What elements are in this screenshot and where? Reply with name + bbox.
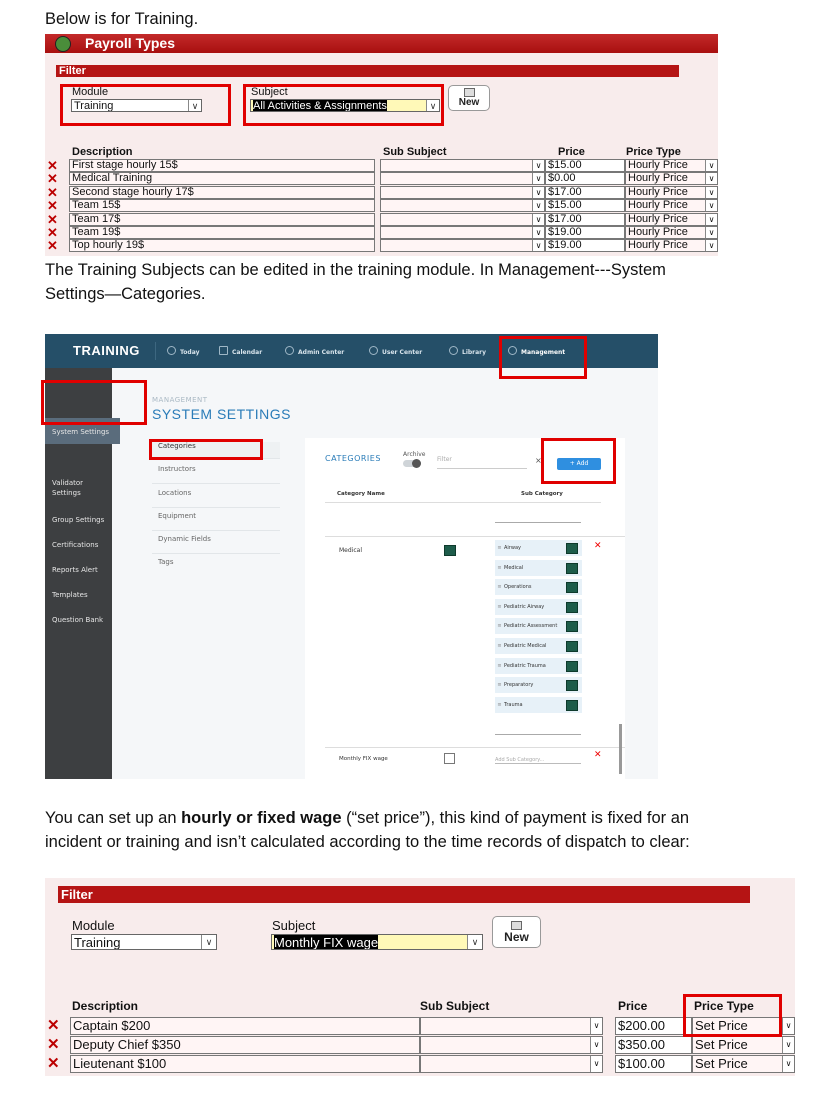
col-price: Price	[558, 146, 585, 158]
subject-label: Subject	[251, 86, 288, 98]
sidebar-item-reports-alert[interactable]: Reports Alert	[52, 566, 98, 574]
sub-subject-select[interactable]	[380, 199, 545, 212]
category-name-medical: Medical	[339, 547, 362, 554]
sub-subject-select[interactable]	[380, 172, 545, 185]
delete-row-icon[interactable]: ✕	[47, 1036, 60, 1053]
sub-category-checkbox-checked[interactable]	[566, 563, 578, 574]
description-input[interactable]: Team 17$	[69, 213, 375, 226]
sub-category-checkbox-checked[interactable]	[566, 543, 578, 554]
submenu-dynamic-fields[interactable]: Dynamic Fields	[152, 535, 280, 554]
archive-toggle[interactable]	[403, 460, 421, 467]
delete-row-icon[interactable]: ✕	[47, 238, 58, 254]
new-button[interactable]: New	[492, 916, 541, 948]
clock-icon	[167, 346, 176, 355]
sub-category-checkbox-checked[interactable]	[566, 661, 578, 672]
chevron-down-icon: ∨	[426, 100, 439, 111]
chevron-down-icon: ∨	[188, 100, 201, 111]
sub-category-row	[495, 658, 582, 674]
drag-handle-icon[interactable]: ≡	[497, 564, 502, 571]
highlight-system-settings	[41, 380, 147, 425]
highlight-module	[60, 84, 231, 126]
chevron-down-icon: ∨	[532, 214, 544, 225]
price-type-select[interactable]: Set Price ∨	[692, 1017, 795, 1035]
filter-bar: Filter	[56, 65, 679, 77]
price-type-select[interactable]: Hourly Price ∨	[625, 239, 718, 252]
chevron-down-icon: ∨	[467, 935, 482, 949]
price-input[interactable]: $350.00	[615, 1036, 692, 1054]
nav-today[interactable]: Today	[167, 346, 200, 356]
sub-category-name: Pediatric Airway	[504, 603, 545, 610]
page-title: SYSTEM SETTINGS	[152, 406, 291, 422]
drag-handle-icon[interactable]: ≡	[497, 643, 502, 649]
table-row	[45, 1036, 795, 1054]
col-sub-category: Sub Category	[521, 491, 563, 497]
sub-category-checkbox-checked[interactable]	[566, 680, 578, 691]
module-label: Module	[72, 86, 109, 98]
delete-row-icon[interactable]: ✕	[47, 225, 58, 240]
price-type-select[interactable]: Set Price ∨	[692, 1036, 795, 1054]
book-icon	[449, 346, 458, 355]
delete-category-icon[interactable]: ✕	[594, 750, 602, 760]
sub-subject-select[interactable]	[380, 159, 545, 172]
chevron-down-icon: ∨	[532, 160, 544, 171]
chevron-down-icon: ∨	[705, 187, 717, 198]
highlight-price-type	[683, 994, 782, 1037]
sub-category-name: Preparatory	[504, 682, 534, 689]
description-input[interactable]: Captain $200	[70, 1017, 420, 1035]
price-type-select[interactable]: Hourly Price ∨	[625, 226, 718, 239]
delete-category-icon[interactable]: ✕	[594, 541, 602, 551]
chevron-down-icon: ∨	[532, 200, 544, 211]
delete-row-icon[interactable]: ✕	[47, 198, 58, 214]
sidebar-item-system-settings[interactable]: System Settings	[52, 428, 110, 436]
module-select[interactable]: Training ∨	[71, 99, 202, 112]
submenu-categories[interactable]: Categories	[152, 442, 280, 459]
sub-category-name: Pediatric Medical	[504, 643, 547, 649]
nav-library[interactable]: Library	[449, 346, 486, 356]
highlight-categories	[149, 439, 263, 460]
nav-management[interactable]: Management	[508, 346, 565, 356]
chevron-down-icon: ∨	[532, 173, 544, 184]
sub-category-row	[495, 697, 582, 713]
description-input[interactable]: Second stage hourly 17$	[69, 186, 375, 199]
chevron-down-icon: ∨	[590, 1056, 602, 1072]
wage-line1: You can set up an hourly or fixed wage (“set price”), this kind of payment is fixed for an	[45, 809, 690, 827]
table-row	[45, 199, 718, 212]
description-input[interactable]: Lieutenant $100	[70, 1055, 420, 1073]
chevron-down-icon: ∨	[705, 160, 717, 171]
sub-category-name: Trauma	[504, 701, 523, 708]
sub-category-row	[495, 599, 582, 615]
price-input[interactable]: $0.00	[545, 172, 625, 185]
divider	[325, 502, 601, 503]
edit-note-line1: The Training Subjects can be edited in the training module. In Management---System	[45, 261, 666, 279]
col-sub-subject: Sub Subject	[383, 146, 447, 158]
price-input[interactable]: $200.00	[615, 1017, 692, 1035]
chevron-down-icon: ∨	[705, 227, 717, 238]
chevron-down-icon: ∨	[705, 214, 717, 225]
nav-divider	[155, 342, 156, 360]
filter-bar: Filter	[58, 886, 750, 903]
payroll-types-title-bar	[45, 34, 718, 53]
chevron-down-icon: ∨	[782, 1037, 794, 1053]
printer-icon	[511, 921, 522, 930]
chevron-down-icon: ∨	[782, 1056, 794, 1072]
table-row	[45, 159, 718, 172]
price-input[interactable]: $17.00	[545, 186, 625, 199]
price-type-select[interactable]: Hourly Price ∨	[625, 199, 718, 212]
payroll-filter-screenshot	[45, 878, 795, 1076]
drag-handle-icon[interactable]: ≡	[497, 682, 502, 689]
price-input[interactable]: $15.00	[545, 199, 625, 212]
subject-select[interactable]: All Activities & Assignments ∨	[250, 99, 440, 112]
payroll-types-title: Payroll Types	[85, 35, 176, 51]
divider	[325, 536, 625, 537]
highlight-management	[499, 336, 587, 379]
sidebar-item-validator-settings[interactable]: Validator Settings	[52, 479, 84, 497]
sub-category-row	[495, 540, 582, 556]
drag-handle-icon[interactable]: ≡	[497, 584, 502, 591]
price-input[interactable]: $15.00	[545, 159, 625, 172]
price-type-select[interactable]: Hourly Price ∨	[625, 172, 718, 185]
calendar-icon	[219, 346, 228, 355]
chevron-down-icon: ∨	[782, 1018, 794, 1034]
price-input[interactable]: $19.00	[545, 239, 625, 252]
sub-category-name: Medical	[504, 564, 524, 571]
sub-subject-select[interactable]	[380, 213, 545, 226]
nav-user-center[interactable]: User Center	[369, 346, 422, 356]
delete-row-icon[interactable]: ✕	[47, 158, 58, 173]
chevron-down-icon: ∨	[705, 173, 717, 184]
sidebar-item-certifications[interactable]: Certifications	[52, 541, 99, 549]
sub-subject-select[interactable]	[420, 1036, 603, 1054]
drag-handle-icon[interactable]: ≡	[497, 662, 502, 669]
globe-icon	[55, 36, 71, 52]
add-sub-category-input[interactable]: Add Sub Category...	[495, 757, 581, 764]
categories-heading: CATEGORIES	[325, 454, 381, 463]
chevron-down-icon: ∨	[590, 1037, 602, 1053]
price-type-select[interactable]: Hourly Price ∨	[625, 159, 718, 172]
category-checkbox-checked[interactable]	[444, 545, 456, 556]
col-price: Price	[618, 999, 648, 1013]
archive-label: Archive	[403, 451, 426, 458]
edit-note-line2: Settings—Categories.	[45, 285, 206, 303]
drag-handle-icon[interactable]: ≡	[497, 545, 502, 551]
delete-row-icon[interactable]: ✕	[47, 211, 58, 227]
price-type-select[interactable]: Hourly Price ∨	[625, 186, 718, 199]
price-type-select[interactable]: Hourly Price ∨	[625, 213, 718, 226]
nav-admin-center[interactable]: Admin Center	[285, 346, 344, 356]
sub-category-name: Pediatric Assessment	[504, 623, 558, 630]
highlight-subject	[243, 84, 444, 126]
sub-category-name: Airway	[504, 545, 521, 551]
sidebar-item-question-bank[interactable]: Question Bank	[52, 616, 104, 624]
description-input[interactable]: Team 19$	[69, 226, 375, 239]
sub-category-row	[495, 677, 582, 693]
category-name-monthly: Monthly FIX wage	[339, 756, 388, 762]
drag-handle-icon[interactable]: ≡	[497, 701, 502, 708]
graduation-cap-icon	[285, 346, 294, 355]
brand-logo: TRAINING	[73, 343, 140, 358]
filter-input[interactable]: Filter	[437, 456, 527, 469]
categories-panel	[305, 438, 625, 779]
sub-category-name: Pediatric Trauma	[504, 662, 546, 669]
submenu-tags[interactable]: Tags	[158, 558, 174, 566]
scrollbar[interactable]	[619, 724, 622, 774]
sub-category-name: Operations	[504, 584, 532, 591]
graduation-cap-icon	[369, 346, 378, 355]
sub-category-input-line	[495, 522, 581, 523]
nav-calendar[interactable]: Calendar	[219, 346, 262, 356]
submenu-equipment[interactable]: Equipment	[152, 512, 280, 531]
module-label: Module	[72, 918, 115, 933]
sidebar-item-group-settings[interactable]: Group Settings	[52, 516, 105, 524]
sub-category-row	[495, 618, 582, 634]
submenu-locations[interactable]: Locations	[152, 489, 280, 508]
col-price-type: Price Type	[694, 999, 754, 1013]
chevron-down-icon: ∨	[532, 240, 544, 251]
sub-category-checkbox-checked[interactable]	[566, 700, 578, 711]
sidebar-item-templates[interactable]: Templates	[52, 591, 88, 599]
description-input[interactable]: Team 15$	[69, 199, 375, 212]
price-input[interactable]: $19.00	[545, 226, 625, 239]
clear-filter-icon[interactable]: ×	[535, 456, 542, 465]
highlight-add-button	[541, 438, 616, 484]
new-button[interactable]: New	[448, 85, 490, 111]
sub-category-checkbox-checked[interactable]	[566, 582, 578, 593]
subject-select[interactable]: Monthly FIX wage ∨	[271, 934, 483, 950]
chevron-down-icon: ∨	[590, 1018, 602, 1034]
col-description: Description	[72, 146, 133, 158]
description-input[interactable]: Medical Training	[69, 172, 375, 185]
sub-subject-select[interactable]	[380, 226, 545, 239]
description-input[interactable]: Deputy Chief $350	[70, 1036, 420, 1054]
description-input[interactable]: Top hourly 19$	[69, 239, 375, 252]
description-input[interactable]: First stage hourly 15$	[69, 159, 375, 172]
subject-label: Subject	[272, 918, 316, 933]
table-row	[45, 1055, 795, 1073]
price-type-select[interactable]: Set Price ∨	[692, 1055, 795, 1073]
sub-category-row	[495, 560, 582, 576]
sub-category-row	[495, 638, 582, 654]
price-input[interactable]: $17.00	[545, 213, 625, 226]
sub-subject-select[interactable]	[420, 1017, 603, 1035]
drag-handle-icon[interactable]: ≡	[497, 603, 502, 610]
add-category-button[interactable]: + Add	[557, 458, 601, 470]
printer-icon	[464, 88, 475, 97]
col-price-type: Price Type	[626, 146, 681, 158]
chevron-down-icon: ∨	[532, 187, 544, 198]
divider	[325, 747, 625, 748]
sub-category-row	[495, 579, 582, 595]
chevron-down-icon: ∨	[201, 935, 216, 949]
module-select[interactable]: Training ∨	[71, 934, 217, 950]
payroll-types-screenshot	[45, 34, 718, 256]
chevron-down-icon: ∨	[532, 227, 544, 238]
delete-row-icon[interactable]: ✕	[47, 184, 58, 200]
table-row	[45, 239, 718, 252]
col-description: Description	[72, 999, 139, 1013]
wage-line2: incident or training and isn’t calculated according to the time records of dispatch to clear:	[45, 833, 690, 851]
table-row	[45, 213, 718, 226]
breadcrumb: MANAGEMENT	[152, 396, 208, 404]
category-checkbox[interactable]	[444, 753, 455, 764]
table-row	[45, 186, 718, 199]
delete-row-icon[interactable]: ✕	[47, 1055, 60, 1072]
sub-category-checkbox-checked[interactable]	[566, 621, 578, 632]
col-category-name: Category Name	[337, 491, 385, 497]
sub-category-checkbox-checked[interactable]	[566, 641, 578, 652]
col-sub-subject: Sub Subject	[420, 999, 490, 1013]
sub-subject-select[interactable]	[380, 239, 545, 252]
sub-category-input-line	[495, 734, 581, 735]
delete-row-icon[interactable]: ✕	[47, 171, 58, 187]
drag-handle-icon[interactable]: ≡	[497, 623, 502, 630]
sub-subject-select[interactable]	[420, 1055, 603, 1073]
table-row	[45, 172, 718, 185]
price-input[interactable]: $100.00	[615, 1055, 692, 1073]
intro-text: Below is for Training.	[45, 10, 199, 28]
table-row	[45, 226, 718, 239]
chevron-down-icon: ∨	[705, 200, 717, 211]
sub-category-checkbox-checked[interactable]	[566, 602, 578, 613]
sub-subject-select[interactable]	[380, 186, 545, 199]
delete-row-icon[interactable]: ✕	[47, 1017, 60, 1034]
chevron-down-icon: ∨	[705, 240, 717, 251]
sidebar	[45, 368, 112, 779]
submenu-instructors[interactable]: Instructors	[152, 465, 280, 484]
